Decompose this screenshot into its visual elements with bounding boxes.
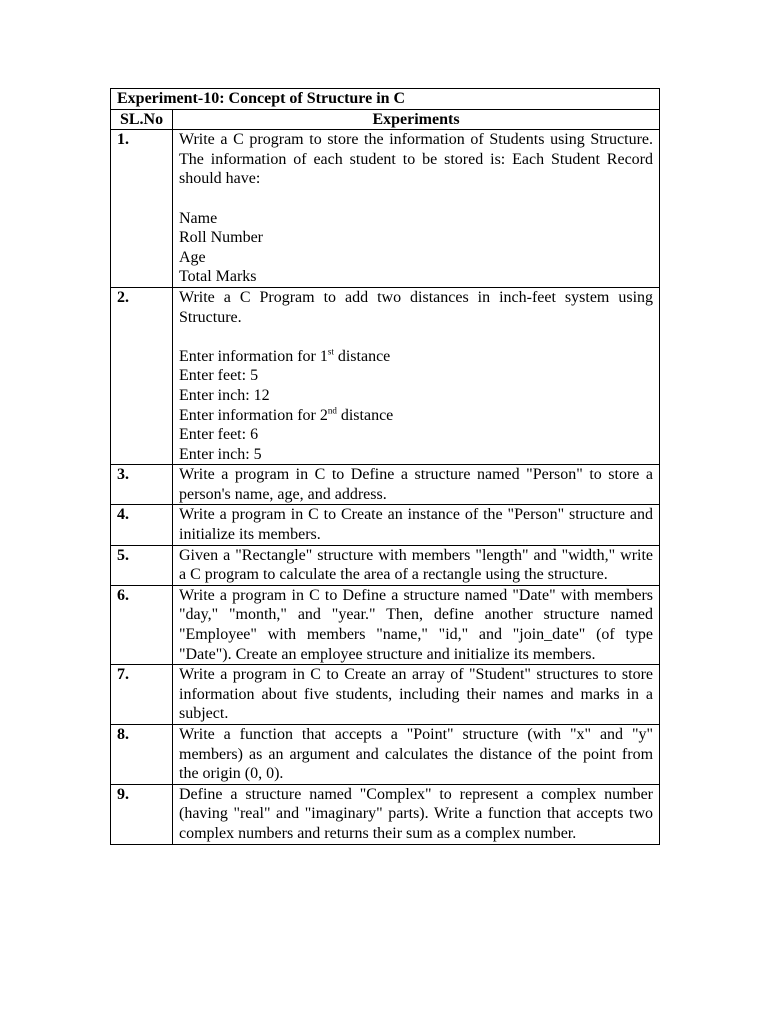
row-number: 9.: [111, 784, 173, 844]
sample-input-line: [179, 347, 653, 367]
line-text: distance: [336, 406, 394, 424]
table-row: [111, 465, 660, 505]
table-title: Experiment-10: Concept of Structure in C: [111, 89, 660, 110]
experiment-description: Write a C program to store the information of Students using Structure. The information of each student to be stored is: Each Student Record should have:: [179, 131, 654, 188]
document-page: [110, 88, 659, 845]
row-text: Write a function that accepts a "Point" structure (with "x" and "y" members) as an argument and calculates the distance of the point from the origin (0, 0).: [173, 725, 660, 785]
sample-input-line: [179, 406, 653, 426]
line-text: Enter information for 2: [179, 406, 328, 424]
row-text: Given a "Rectangle" structure with members "length" and "width," write a C program to calculate the area of a rectangle using the structure.: [173, 545, 660, 585]
field-item: Name: [179, 209, 218, 227]
row-number: 8.: [111, 725, 173, 785]
row-text: [173, 287, 660, 464]
row-text: Define a structure named "Complex" to represent a complex number (having "real" and "imaginary" parts). Write a function that accepts two complex numbers and returns their sum as a complex number.: [173, 784, 660, 844]
row-text: Write a program in C to Create an array of "Student" structures to store information about five students, including their names and marks in a subject.: [173, 665, 660, 725]
sample-input-line: Enter feet: 6: [179, 426, 259, 444]
row-text: [173, 130, 660, 288]
row-number: 3.: [111, 465, 173, 505]
field-item: Total Marks: [179, 268, 257, 286]
row-number: 7.: [111, 665, 173, 725]
table-row: [111, 784, 660, 844]
row-number: 6.: [111, 585, 173, 664]
row-number: 2.: [111, 287, 173, 464]
spacer: [179, 327, 653, 347]
header-experiments: Experiments: [173, 109, 660, 130]
row-number: 4.: [111, 505, 173, 545]
row-text: Write a program in C to Define a structure named "Date" with members "day," "month," and "year." Then, define another structure named "Employee" with members "name," "id," and "join_date" (of type "Date"). Create an employee structure and initialize its members.: [173, 585, 660, 664]
row-number: 5.: [111, 545, 173, 585]
table-row: [111, 287, 660, 464]
table-row: [111, 725, 660, 785]
table-row: [111, 665, 660, 725]
field-item: Age: [179, 248, 206, 266]
table-row: [111, 130, 660, 288]
table-row: [111, 545, 660, 585]
row-number: 1.: [111, 130, 173, 288]
sample-input-line: Enter inch: 12: [179, 386, 270, 404]
field-item: Roll Number: [179, 229, 263, 247]
ordinal-suffix: nd: [327, 405, 337, 416]
header-sl-no: SL.No: [111, 109, 173, 130]
experiment-description: Write a C Program to add two distances in inch-feet system using Structure.: [179, 288, 654, 326]
line-text: Enter information for 1: [179, 347, 328, 365]
row-text: Write a program in C to Define a structure named "Person" to store a person's name, age, and address.: [173, 465, 660, 505]
table-row: [111, 505, 660, 545]
spacer: [179, 189, 653, 209]
header-row: [111, 109, 660, 130]
line-text: distance: [333, 347, 391, 365]
title-row: [111, 89, 660, 110]
table-row: [111, 585, 660, 664]
experiments-table: [110, 88, 660, 845]
sample-input-line: Enter feet: 5: [179, 367, 259, 385]
ordinal-suffix: st: [327, 346, 334, 357]
sample-input-line: Enter inch: 5: [179, 445, 262, 463]
row-text: Write a program in C to Create an instance of the "Person" structure and initialize its members.: [173, 505, 660, 545]
